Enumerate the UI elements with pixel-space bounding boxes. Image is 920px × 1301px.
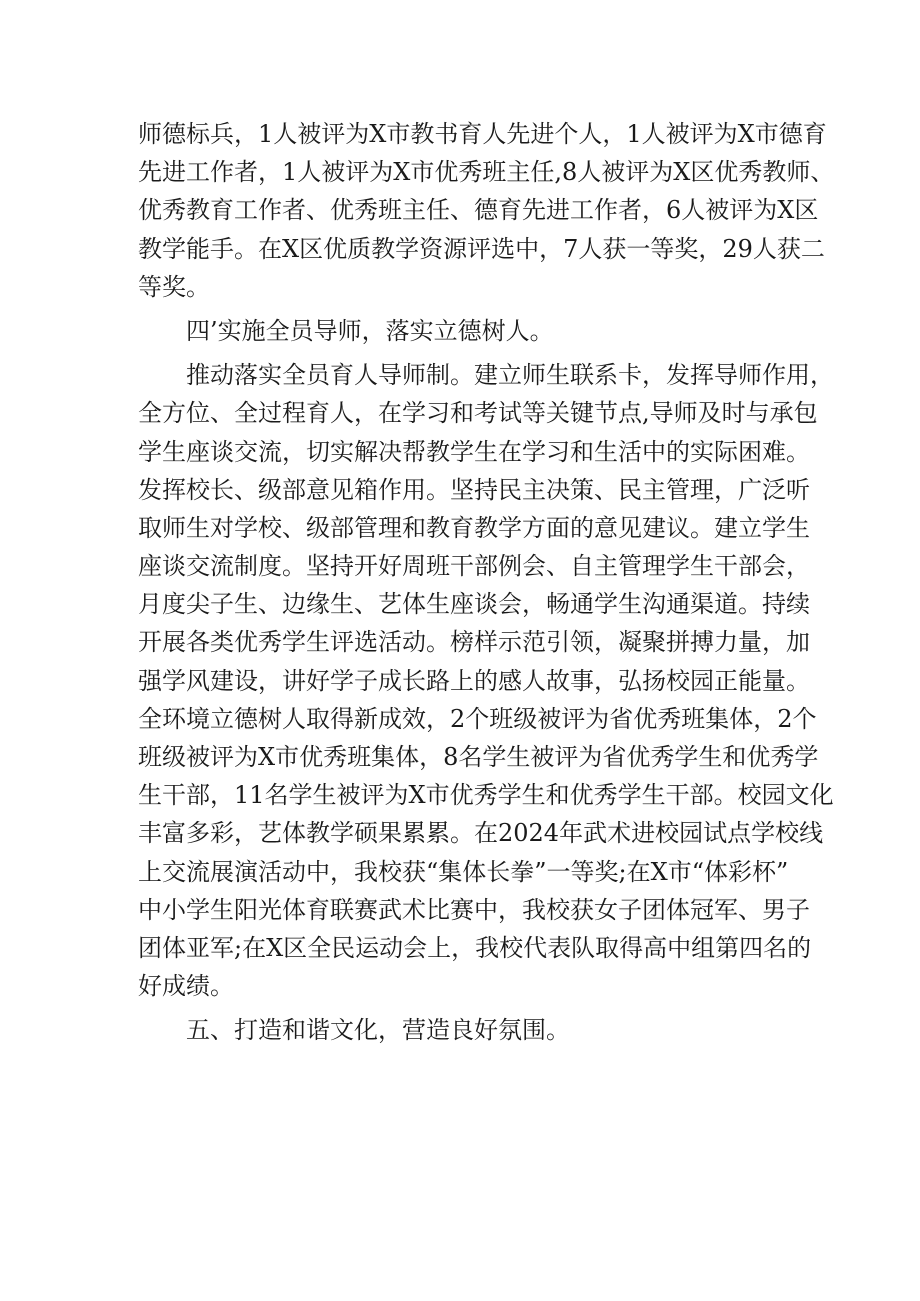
paragraph-line: 发挥校长、级部意见箱作用。坚持民主决策、民主管理，广泛听 [138,475,810,504]
document-body [138,115,835,1050]
paragraph-line: 教学能手。在X区优质教学资源评选中，7人获一等奖，29人获二 [138,234,825,263]
paragraph-line: 先进工作者，1人被评为X市优秀班主任,8人被评为X区优秀教师、 [138,158,835,187]
paragraph-line: 全环境立德树人取得新成效，2个班级被评为省优秀班集体，2个 [138,704,817,733]
paragraph-line: 学生座谈交流，切实解决帮教学生在学习和生活中的实际困难。 [138,437,810,466]
section-heading-five: 五、打造和谐文化，营造良好氛围。 [186,1016,570,1045]
paragraph-line: 全方位、全过程育人，在学习和考试等关键节点,导师及时与承包 [138,399,818,428]
paragraph-line: 班级被评为X市优秀班集体，8名学生被评为省优秀学生和优秀学 [138,743,819,771]
paragraph-line: 开展各类优秀学生评选活动。榜样示范引领，凝聚拼搏力量，加 [138,628,810,657]
paragraph-line: 优秀教育工作者、优秀班主任、德育先进工作者，6人被评为X区 [138,196,819,225]
paragraph-line: 师德标兵，1人被评为X市教书育人先进个人，1人被评为X市德育 [138,120,827,148]
paragraph-line: 好成绩。 [138,972,234,1001]
paragraph-line: 推动落实全员育人导师制。建立师生联系卡，发挥导师作用， [186,361,834,390]
paragraph-line: 座谈交流制度。坚持开好周班干部例会、自主管理学生干部会， [138,552,810,581]
paragraph-line: 生干部，11名学生被评为X市优秀学生和优秀学生干部。校园文化 [138,781,834,810]
section-heading-four: 四’实施全员导师，落实立德树人。 [186,316,554,345]
paragraph-line: 上交流展演活动中，我校获“集体长拳”一等奖;在X市“体彩杯” [138,857,789,886]
paragraph-line: 月度尖子生、边缘生、艺体生座谈会，畅通学生沟通渠道。持续 [138,590,810,619]
paragraph-line: 团体亚军;在X区全民运动会上，我校代表队取得高中组第四名的 [138,933,812,962]
paragraph-line: 取师生对学校、级部管理和教育教学方面的意见建议。建立学生 [138,513,810,542]
paragraph-line: 强学风建设，讲好学子成长路上的感人故事，弘扬校园正能量。 [138,666,810,695]
paragraph-line: 中小学生阳光体育联赛武术比赛中，我校获女子团体冠军、男子 [138,895,810,924]
paragraph-line: 等奖。 [138,272,210,301]
paragraph-line: 丰富多彩，艺体教学硕果累累。在2024年武术进校园试点学校线 [138,819,824,848]
